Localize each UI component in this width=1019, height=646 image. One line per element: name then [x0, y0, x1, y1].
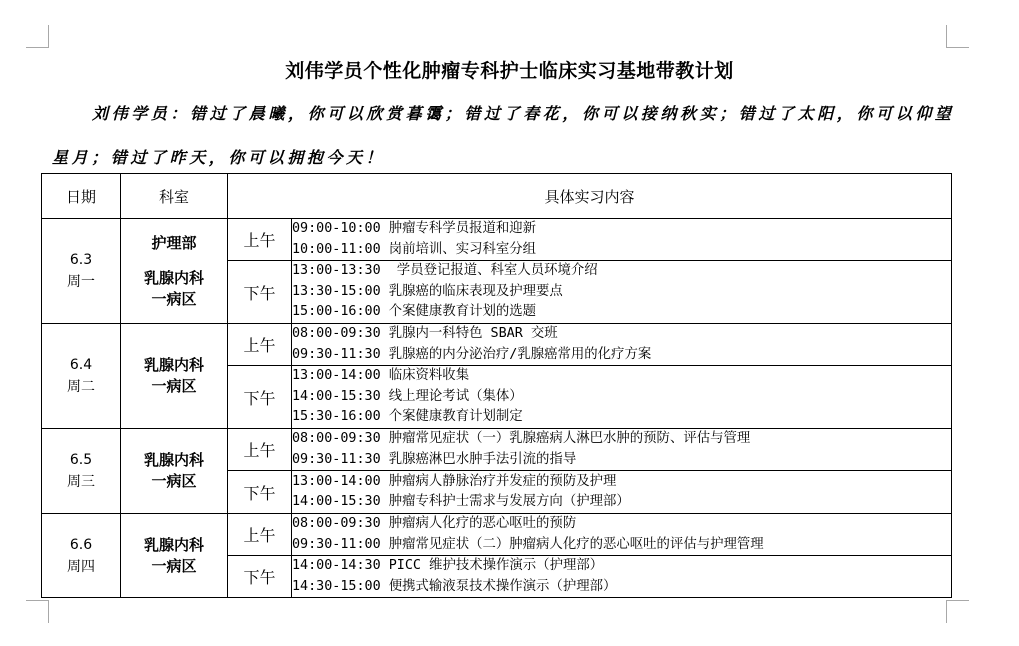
period-pm: 下午 — [228, 366, 292, 429]
dept-cell — [121, 219, 228, 324]
day-weekday: 周四 — [67, 558, 95, 575]
content-am — [292, 324, 952, 366]
dept-cell — [121, 514, 228, 598]
day-date-cell — [42, 514, 121, 598]
header-content: 具体实习内容 — [228, 174, 952, 219]
day-date: 6.5 — [69, 452, 93, 468]
dept-name: 乳腺内科一病区 — [143, 535, 204, 575]
schedule-item: 10:00-11:00 岗前培训、实习科室分组 — [292, 241, 537, 257]
day-date: 6.3 — [69, 252, 93, 268]
schedule-item: 09:30-11:00 肿瘤常见症状（二）肿瘤病人化疗的恶心呕吐的评估与护理管理 — [292, 536, 764, 552]
page-corner-mark-bottom-left — [26, 600, 49, 623]
dept-cell — [121, 324, 228, 429]
dept-name: 护理部 — [151, 233, 197, 252]
content-pm — [292, 556, 952, 598]
document-title: 刘伟学员个性化肿瘤专科护士临床实习基地带教计划 — [285, 60, 734, 82]
schedule-item: 13:00-14:00 肿瘤病人静脉治疗并发症的预防及护理 — [292, 473, 617, 489]
dept-name — [121, 268, 227, 310]
day-date: 6.4 — [69, 357, 93, 373]
period-am: 上午 — [228, 429, 292, 471]
period-pm: 下午 — [228, 556, 292, 598]
header-date: 日期 — [42, 174, 121, 219]
period-pm: 下午 — [228, 261, 292, 324]
dept-name-line: 一病区 — [151, 289, 197, 308]
schedule-item: 13:00-13:30 学员登记报道、科室人员环境介绍 — [292, 263, 598, 279]
schedule-item: 09:30-11:30 乳腺癌的内分泌治疗/乳腺癌常用的化疗方案 — [292, 346, 652, 362]
schedule-item: 13:30-15:00 乳腺癌的临床表现及护理要点 — [292, 283, 563, 299]
intro-paragraph: 刘伟学员：错过了晨曦，你可以欣赏暮霭；错过了春花，你可以接纳秋实；错过了太阳，你可以仰望星月；错过了昨天，你可以拥抱今天！ — [52, 104, 955, 167]
day-date-cell — [42, 219, 121, 324]
header-dept: 科室 — [121, 174, 228, 219]
content-pm — [292, 261, 952, 324]
content-pm — [292, 471, 952, 514]
period-am: 上午 — [228, 219, 292, 261]
schedule-item: 15:30-16:00 个案健康教育计划制定 — [292, 409, 523, 425]
table-row-day2-am — [42, 324, 952, 366]
content-am — [292, 219, 952, 261]
content-am — [292, 514, 952, 556]
page-corner-mark-top-left — [26, 25, 49, 48]
dept-name: 乳腺内科一病区 — [143, 356, 204, 395]
table-header-row — [42, 174, 952, 219]
schedule-item: 08:00-09:30 肿瘤常见症状（一）乳腺癌病人淋巴水肿的预防、评估与管理 — [292, 431, 751, 446]
period-pm: 下午 — [228, 471, 292, 514]
table-row-day1-am — [42, 219, 952, 261]
dept-name-line: 乳腺内科 — [143, 268, 204, 287]
dept-name: 乳腺内科一病区 — [143, 451, 204, 490]
schedule-item: 08:00-09:30 肿瘤病人化疗的恶心呕吐的预防 — [292, 516, 577, 531]
schedule-item: 14:00-14:30 PICC 维护技术操作演示（护理部） — [292, 558, 604, 573]
day-date-cell — [42, 429, 121, 514]
content-am — [292, 429, 952, 471]
page-corner-mark-top-right — [946, 25, 969, 48]
schedule-item: 09:30-11:30 乳腺癌淋巴水肿手法引流的指导 — [292, 451, 577, 467]
day-date: 6.6 — [69, 536, 93, 553]
day-weekday: 周一 — [67, 274, 95, 290]
day-weekday: 周二 — [67, 379, 95, 395]
dept-cell — [121, 429, 228, 514]
schedule-item: 14:30-15:00 便携式输液泵技术操作演示（护理部） — [292, 578, 617, 594]
table-row-day4-am — [42, 514, 952, 556]
schedule-item: 14:00-15:30 线上理论考试（集体） — [292, 388, 523, 404]
schedule-item: 09:00-10:00 肿瘤专科学员报道和迎新 — [292, 221, 537, 236]
content-pm — [292, 366, 952, 429]
page-corner-mark-bottom-right — [946, 600, 969, 623]
day-date-cell — [42, 324, 121, 429]
period-am: 上午 — [228, 324, 292, 366]
schedule-item: 08:00-09:30 乳腺内一科特色 SBAR 交班 — [292, 326, 558, 341]
table-row-day3-am — [42, 429, 952, 471]
schedule-item: 13:00-14:00 临床资料收集 — [292, 368, 470, 384]
schedule-table — [41, 173, 952, 598]
schedule-item: 14:00-15:30 肿瘤专科护士需求与发展方向（护理部） — [292, 494, 630, 509]
schedule-item: 15:00-16:00 个案健康教育计划的选题 — [292, 304, 537, 320]
day-weekday: 周三 — [67, 474, 95, 490]
period-am: 上午 — [228, 514, 292, 556]
